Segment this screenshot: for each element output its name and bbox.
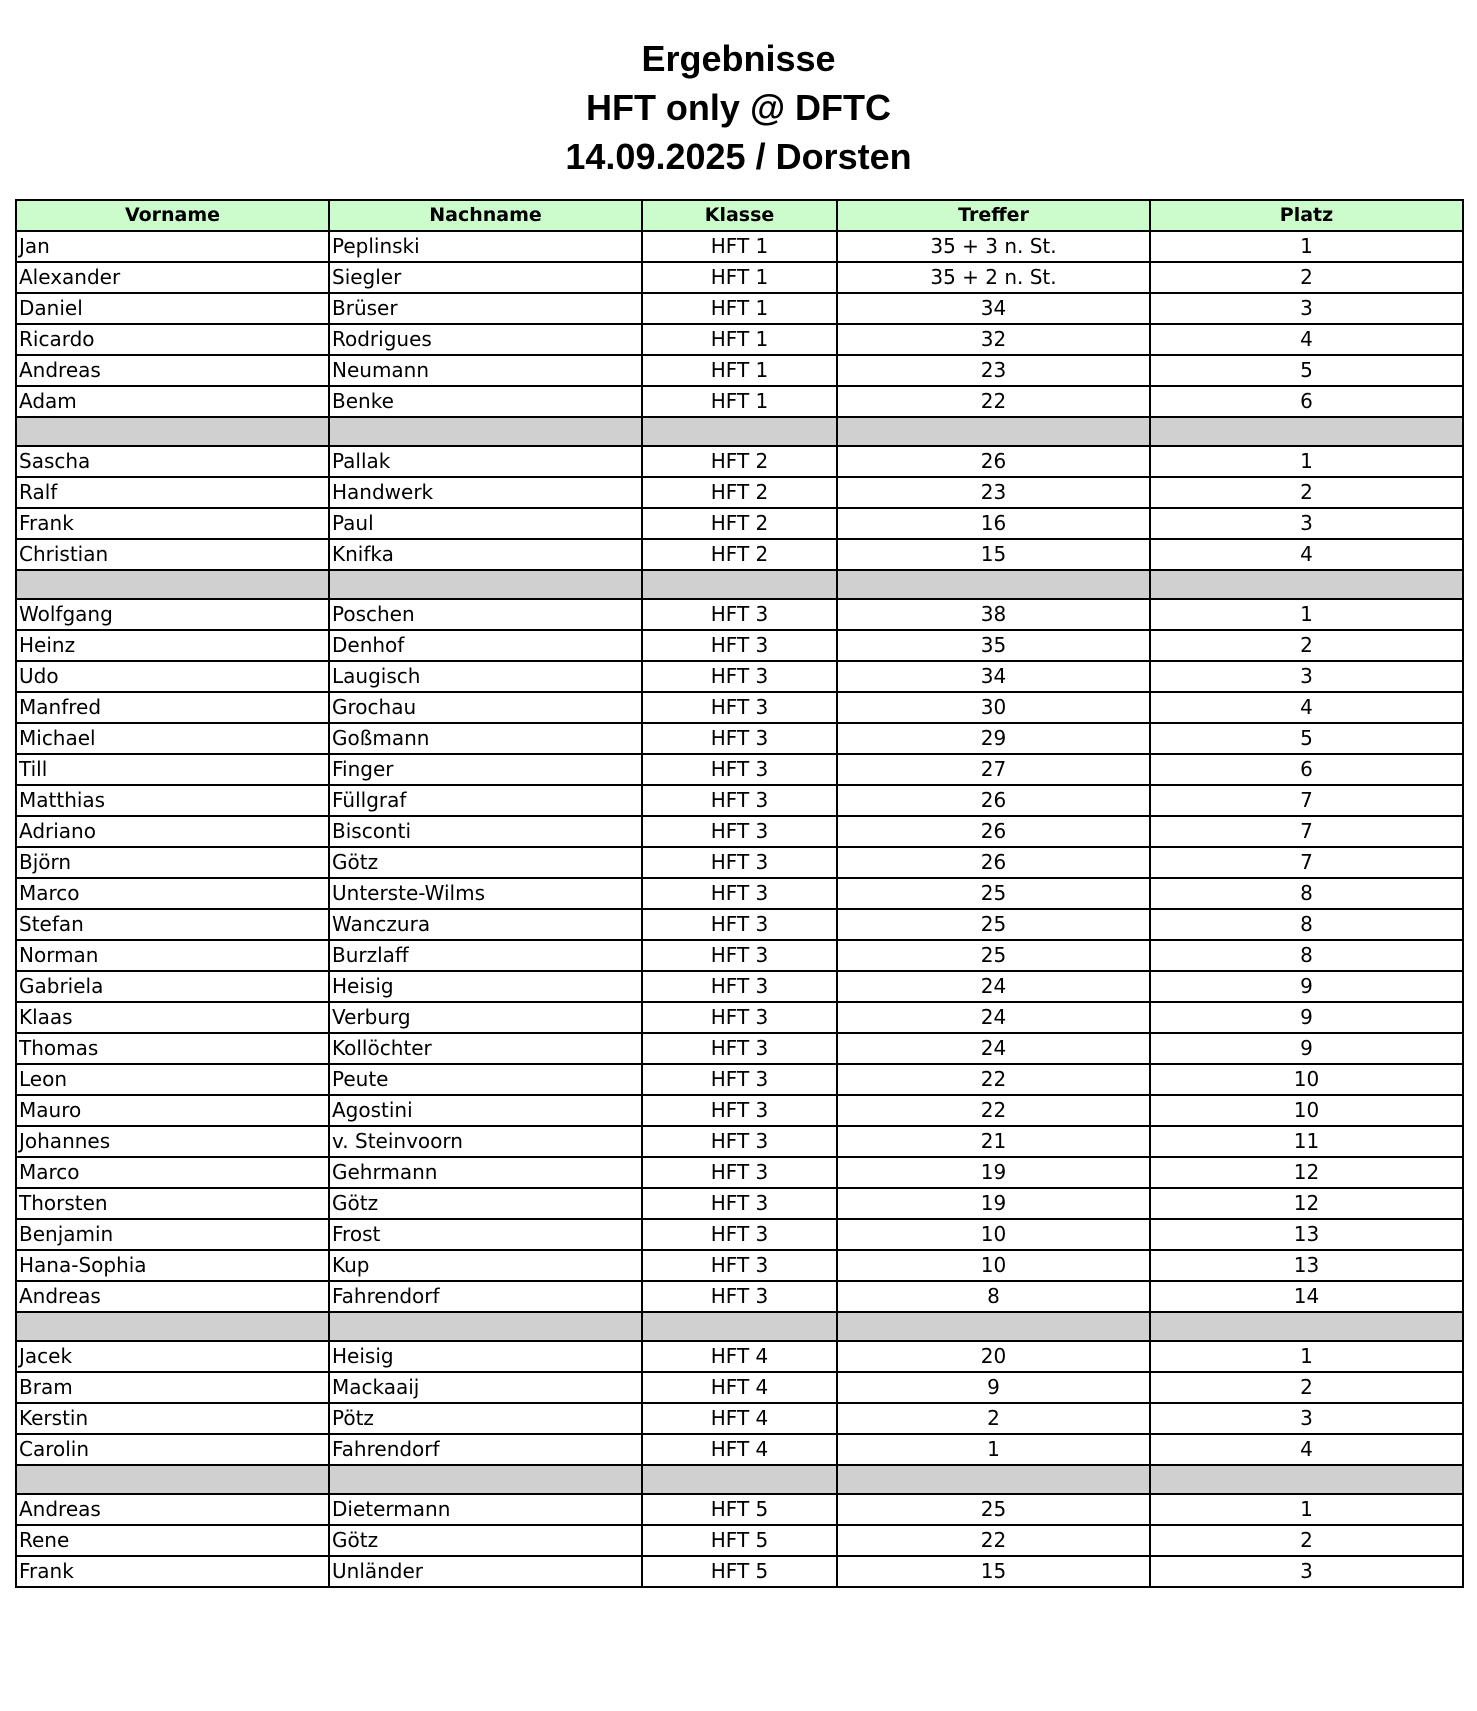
table-row (16, 1341, 1463, 1372)
treffer-cell: 35 + 2 n. St. (837, 262, 1150, 293)
treffer-cell: 24 (837, 971, 1150, 1002)
klasse-cell: HFT 3 (642, 692, 837, 723)
vorname-cell: Mauro (16, 1095, 329, 1126)
platz-cell: 3 (1150, 293, 1463, 324)
separator-cell (1150, 417, 1463, 446)
nachname-cell: Poschen (329, 599, 642, 630)
treffer-cell: 19 (837, 1188, 1150, 1219)
table-row (16, 1525, 1463, 1556)
nachname-cell: Neumann (329, 355, 642, 386)
nachname-cell: Siegler (329, 262, 642, 293)
table-row (16, 785, 1463, 816)
nachname-cell: Heisig (329, 1341, 642, 1372)
platz-cell: 2 (1150, 477, 1463, 508)
table-row (16, 262, 1463, 293)
separator-cell (329, 1465, 642, 1494)
klasse-cell: HFT 3 (642, 1002, 837, 1033)
column-header-treffer: Treffer (837, 200, 1150, 231)
table-row (16, 816, 1463, 847)
vorname-cell: Bram (16, 1372, 329, 1403)
nachname-cell: Frost (329, 1219, 642, 1250)
treffer-cell: 23 (837, 355, 1150, 386)
klasse-cell: HFT 3 (642, 1033, 837, 1064)
klasse-cell: HFT 2 (642, 508, 837, 539)
treffer-cell: 20 (837, 1341, 1150, 1372)
klasse-cell: HFT 2 (642, 539, 837, 570)
vorname-cell: Kerstin (16, 1403, 329, 1434)
table-row (16, 293, 1463, 324)
platz-cell: 7 (1150, 816, 1463, 847)
class-separator-row (16, 1312, 1463, 1341)
nachname-cell: Denhof (329, 630, 642, 661)
treffer-cell: 23 (837, 477, 1150, 508)
table-row (16, 508, 1463, 539)
separator-cell (642, 570, 837, 599)
separator-cell (837, 570, 1150, 599)
nachname-cell: Rodrigues (329, 324, 642, 355)
klasse-cell: HFT 1 (642, 324, 837, 355)
platz-cell: 3 (1150, 1403, 1463, 1434)
treffer-cell: 38 (837, 599, 1150, 630)
vorname-cell: Daniel (16, 293, 329, 324)
klasse-cell: HFT 3 (642, 909, 837, 940)
vorname-cell: Michael (16, 723, 329, 754)
treffer-cell: 26 (837, 816, 1150, 847)
treffer-cell: 22 (837, 386, 1150, 417)
treffer-cell: 24 (837, 1033, 1150, 1064)
table-row (16, 599, 1463, 630)
nachname-cell: Götz (329, 1188, 642, 1219)
treffer-cell: 24 (837, 1002, 1150, 1033)
table-row (16, 1403, 1463, 1434)
table-row (16, 940, 1463, 971)
platz-cell: 8 (1150, 940, 1463, 971)
klasse-cell: HFT 3 (642, 785, 837, 816)
separator-cell (642, 1465, 837, 1494)
nachname-cell: Unterste-Wilms (329, 878, 642, 909)
nachname-cell: Grochau (329, 692, 642, 723)
title-event: HFT only @ DFTC (585, 87, 892, 128)
vorname-cell: Jan (16, 231, 329, 262)
klasse-cell: HFT 1 (642, 386, 837, 417)
separator-cell (642, 1312, 837, 1341)
table-row (16, 324, 1463, 355)
klasse-cell: HFT 1 (642, 355, 837, 386)
table-row (16, 661, 1463, 692)
platz-cell: 10 (1150, 1064, 1463, 1095)
nachname-cell: Benke (329, 386, 642, 417)
platz-cell: 9 (1150, 971, 1463, 1002)
klasse-cell: HFT 5 (642, 1525, 837, 1556)
treffer-cell: 25 (837, 1494, 1150, 1525)
table-row (16, 971, 1463, 1002)
separator-cell (1150, 570, 1463, 599)
klasse-cell: HFT 3 (642, 1157, 837, 1188)
nachname-cell: Wanczura (329, 909, 642, 940)
vorname-cell: Adriano (16, 816, 329, 847)
vorname-cell: Rene (16, 1525, 329, 1556)
vorname-cell: Norman (16, 940, 329, 971)
separator-cell (16, 570, 329, 599)
table-row (16, 1002, 1463, 1033)
platz-cell: 4 (1150, 539, 1463, 570)
klasse-cell: HFT 5 (642, 1494, 837, 1525)
separator-cell (837, 1465, 1150, 1494)
table-row (16, 539, 1463, 570)
vorname-cell: Hana-Sophia (16, 1250, 329, 1281)
platz-cell: 8 (1150, 878, 1463, 909)
table-row (16, 878, 1463, 909)
column-header-nachname: Nachname (329, 200, 642, 231)
table-row (16, 1372, 1463, 1403)
klasse-cell: HFT 3 (642, 599, 837, 630)
treffer-cell: 15 (837, 539, 1150, 570)
table-row (16, 630, 1463, 661)
treffer-cell: 21 (837, 1126, 1150, 1157)
nachname-cell: v. Steinvoorn (329, 1126, 642, 1157)
platz-cell: 4 (1150, 324, 1463, 355)
platz-cell: 11 (1150, 1126, 1463, 1157)
table-row (16, 909, 1463, 940)
vorname-cell: Marco (16, 1157, 329, 1188)
klasse-cell: HFT 3 (642, 1126, 837, 1157)
separator-cell (329, 417, 642, 446)
treffer-cell: 9 (837, 1372, 1150, 1403)
vorname-cell: Carolin (16, 1434, 329, 1465)
klasse-cell: HFT 3 (642, 1064, 837, 1095)
treffer-cell: 30 (837, 692, 1150, 723)
treffer-cell: 16 (837, 508, 1150, 539)
klasse-cell: HFT 3 (642, 847, 837, 878)
klasse-cell: HFT 1 (642, 293, 837, 324)
separator-cell (329, 570, 642, 599)
klasse-cell: HFT 4 (642, 1403, 837, 1434)
table-row (16, 1219, 1463, 1250)
vorname-cell: Jacek (16, 1341, 329, 1372)
vorname-cell: Thomas (16, 1033, 329, 1064)
nachname-cell: Unländer (329, 1556, 642, 1587)
platz-cell: 13 (1150, 1219, 1463, 1250)
vorname-cell: Ricardo (16, 324, 329, 355)
treffer-cell: 22 (837, 1064, 1150, 1095)
results-table-body (16, 231, 1463, 1587)
nachname-cell: Mackaaij (329, 1372, 642, 1403)
table-row (16, 1064, 1463, 1095)
platz-cell: 3 (1150, 1556, 1463, 1587)
table-row (16, 847, 1463, 878)
platz-cell: 6 (1150, 754, 1463, 785)
vorname-cell: Andreas (16, 1281, 329, 1312)
platz-cell: 2 (1150, 1372, 1463, 1403)
table-row (16, 1281, 1463, 1312)
nachname-cell: Finger (329, 754, 642, 785)
vorname-cell: Johannes (16, 1126, 329, 1157)
title-date-location: 14.09.2025 / Dorsten (565, 136, 912, 177)
class-separator-row (16, 570, 1463, 599)
treffer-cell: 35 (837, 630, 1150, 661)
treffer-cell: 10 (837, 1250, 1150, 1281)
separator-cell (329, 1312, 642, 1341)
nachname-cell: Verburg (329, 1002, 642, 1033)
platz-cell: 5 (1150, 723, 1463, 754)
treffer-cell: 32 (837, 324, 1150, 355)
platz-cell: 3 (1150, 508, 1463, 539)
platz-cell: 9 (1150, 1033, 1463, 1064)
treffer-cell: 2 (837, 1403, 1150, 1434)
klasse-cell: HFT 3 (642, 878, 837, 909)
vorname-cell: Andreas (16, 355, 329, 386)
table-row (16, 1157, 1463, 1188)
table-row (16, 386, 1463, 417)
vorname-cell: Adam (16, 386, 329, 417)
table-row (16, 1434, 1463, 1465)
klasse-cell: HFT 3 (642, 940, 837, 971)
klasse-cell: HFT 3 (642, 1188, 837, 1219)
table-row (16, 355, 1463, 386)
platz-cell: 1 (1150, 231, 1463, 262)
klasse-cell: HFT 1 (642, 231, 837, 262)
platz-cell: 14 (1150, 1281, 1463, 1312)
separator-cell (16, 417, 329, 446)
platz-cell: 1 (1150, 446, 1463, 477)
vorname-cell: Sascha (16, 446, 329, 477)
klasse-cell: HFT 4 (642, 1372, 837, 1403)
platz-cell: 8 (1150, 909, 1463, 940)
nachname-cell: Agostini (329, 1095, 642, 1126)
klasse-cell: HFT 3 (642, 1281, 837, 1312)
nachname-cell: Goßmann (329, 723, 642, 754)
platz-cell: 9 (1150, 1002, 1463, 1033)
klasse-cell: HFT 3 (642, 754, 837, 785)
table-row (16, 477, 1463, 508)
column-header-klasse: Klasse (642, 200, 837, 231)
klasse-cell: HFT 1 (642, 262, 837, 293)
nachname-cell: Bisconti (329, 816, 642, 847)
platz-cell: 2 (1150, 630, 1463, 661)
table-row (16, 1095, 1463, 1126)
header-row (16, 200, 1463, 231)
vorname-cell: Marco (16, 878, 329, 909)
treffer-cell: 34 (837, 293, 1150, 324)
treffer-cell: 15 (837, 1556, 1150, 1587)
vorname-cell: Christian (16, 539, 329, 570)
nachname-cell: Füllgraf (329, 785, 642, 816)
vorname-cell: Klaas (16, 1002, 329, 1033)
results-table-header (16, 200, 1463, 231)
treffer-cell: 26 (837, 446, 1150, 477)
nachname-cell: Kollöchter (329, 1033, 642, 1064)
treffer-cell: 26 (837, 785, 1150, 816)
nachname-cell: Heisig (329, 971, 642, 1002)
vorname-cell: Leon (16, 1064, 329, 1095)
klasse-cell: HFT 3 (642, 1219, 837, 1250)
platz-cell: 3 (1150, 661, 1463, 692)
class-separator-row (16, 417, 1463, 446)
treffer-cell: 35 + 3 n. St. (837, 231, 1150, 262)
table-row (16, 754, 1463, 785)
vorname-cell: Till (16, 754, 329, 785)
platz-cell: 1 (1150, 1494, 1463, 1525)
document-title (0, 34, 1477, 181)
separator-cell (837, 417, 1150, 446)
treffer-cell: 1 (837, 1434, 1150, 1465)
klasse-cell: HFT 5 (642, 1556, 837, 1587)
table-row (16, 1126, 1463, 1157)
platz-cell: 10 (1150, 1095, 1463, 1126)
nachname-cell: Fahrendorf (329, 1434, 642, 1465)
klasse-cell: HFT 3 (642, 1095, 837, 1126)
column-header-vorname: Vorname (16, 200, 329, 231)
table-row (16, 231, 1463, 262)
klasse-cell: HFT 3 (642, 661, 837, 692)
platz-cell: 6 (1150, 386, 1463, 417)
vorname-cell: Gabriela (16, 971, 329, 1002)
nachname-cell: Peplinski (329, 231, 642, 262)
platz-cell: 12 (1150, 1188, 1463, 1219)
vorname-cell: Alexander (16, 262, 329, 293)
nachname-cell: Handwerk (329, 477, 642, 508)
nachname-cell: Gehrmann (329, 1157, 642, 1188)
nachname-cell: Laugisch (329, 661, 642, 692)
platz-cell: 13 (1150, 1250, 1463, 1281)
separator-cell (837, 1312, 1150, 1341)
nachname-cell: Fahrendorf (329, 1281, 642, 1312)
platz-cell: 1 (1150, 599, 1463, 630)
platz-cell: 7 (1150, 847, 1463, 878)
treffer-cell: 29 (837, 723, 1150, 754)
klasse-cell: HFT 2 (642, 477, 837, 508)
klasse-cell: HFT 2 (642, 446, 837, 477)
treffer-cell: 25 (837, 878, 1150, 909)
klasse-cell: HFT 4 (642, 1434, 837, 1465)
nachname-cell: Brüser (329, 293, 642, 324)
treffer-cell: 10 (837, 1219, 1150, 1250)
table-row (16, 446, 1463, 477)
nachname-cell: Knifka (329, 539, 642, 570)
vorname-cell: Udo (16, 661, 329, 692)
treffer-cell: 34 (837, 661, 1150, 692)
vorname-cell: Wolfgang (16, 599, 329, 630)
treffer-cell: 19 (837, 1157, 1150, 1188)
nachname-cell: Burzlaff (329, 940, 642, 971)
separator-cell (16, 1312, 329, 1341)
treffer-cell: 27 (837, 754, 1150, 785)
treffer-cell: 25 (837, 940, 1150, 971)
klasse-cell: HFT 4 (642, 1341, 837, 1372)
treffer-cell: 22 (837, 1525, 1150, 1556)
platz-cell: 2 (1150, 262, 1463, 293)
separator-cell (16, 1465, 329, 1494)
klasse-cell: HFT 3 (642, 816, 837, 847)
klasse-cell: HFT 3 (642, 971, 837, 1002)
platz-cell: 7 (1150, 785, 1463, 816)
treffer-cell: 22 (837, 1095, 1150, 1126)
table-row (16, 1556, 1463, 1587)
results-table (15, 199, 1464, 1588)
platz-cell: 2 (1150, 1525, 1463, 1556)
column-header-platz: Platz (1150, 200, 1463, 231)
table-row (16, 1494, 1463, 1525)
treffer-cell: 8 (837, 1281, 1150, 1312)
platz-cell: 5 (1150, 355, 1463, 386)
vorname-cell: Heinz (16, 630, 329, 661)
nachname-cell: Pötz (329, 1403, 642, 1434)
nachname-cell: Kup (329, 1250, 642, 1281)
vorname-cell: Matthias (16, 785, 329, 816)
platz-cell: 4 (1150, 1434, 1463, 1465)
separator-cell (642, 417, 837, 446)
vorname-cell: Manfred (16, 692, 329, 723)
nachname-cell: Pallak (329, 446, 642, 477)
vorname-cell: Andreas (16, 1494, 329, 1525)
table-row (16, 692, 1463, 723)
separator-cell (1150, 1465, 1463, 1494)
vorname-cell: Ralf (16, 477, 329, 508)
nachname-cell: Paul (329, 508, 642, 539)
title-heading: Ergebnisse (641, 38, 836, 79)
vorname-cell: Stefan (16, 909, 329, 940)
nachname-cell: Götz (329, 847, 642, 878)
platz-cell: 12 (1150, 1157, 1463, 1188)
klasse-cell: HFT 3 (642, 723, 837, 754)
treffer-cell: 26 (837, 847, 1150, 878)
platz-cell: 4 (1150, 692, 1463, 723)
table-row (16, 1188, 1463, 1219)
vorname-cell: Frank (16, 1556, 329, 1587)
treffer-cell: 25 (837, 909, 1150, 940)
table-row (16, 723, 1463, 754)
nachname-cell: Dietermann (329, 1494, 642, 1525)
vorname-cell: Benjamin (16, 1219, 329, 1250)
nachname-cell: Peute (329, 1064, 642, 1095)
table-row (16, 1033, 1463, 1064)
vorname-cell: Björn (16, 847, 329, 878)
nachname-cell: Götz (329, 1525, 642, 1556)
vorname-cell: Thorsten (16, 1188, 329, 1219)
platz-cell: 1 (1150, 1341, 1463, 1372)
vorname-cell: Frank (16, 508, 329, 539)
klasse-cell: HFT 3 (642, 630, 837, 661)
class-separator-row (16, 1465, 1463, 1494)
klasse-cell: HFT 3 (642, 1250, 837, 1281)
separator-cell (1150, 1312, 1463, 1341)
table-row (16, 1250, 1463, 1281)
